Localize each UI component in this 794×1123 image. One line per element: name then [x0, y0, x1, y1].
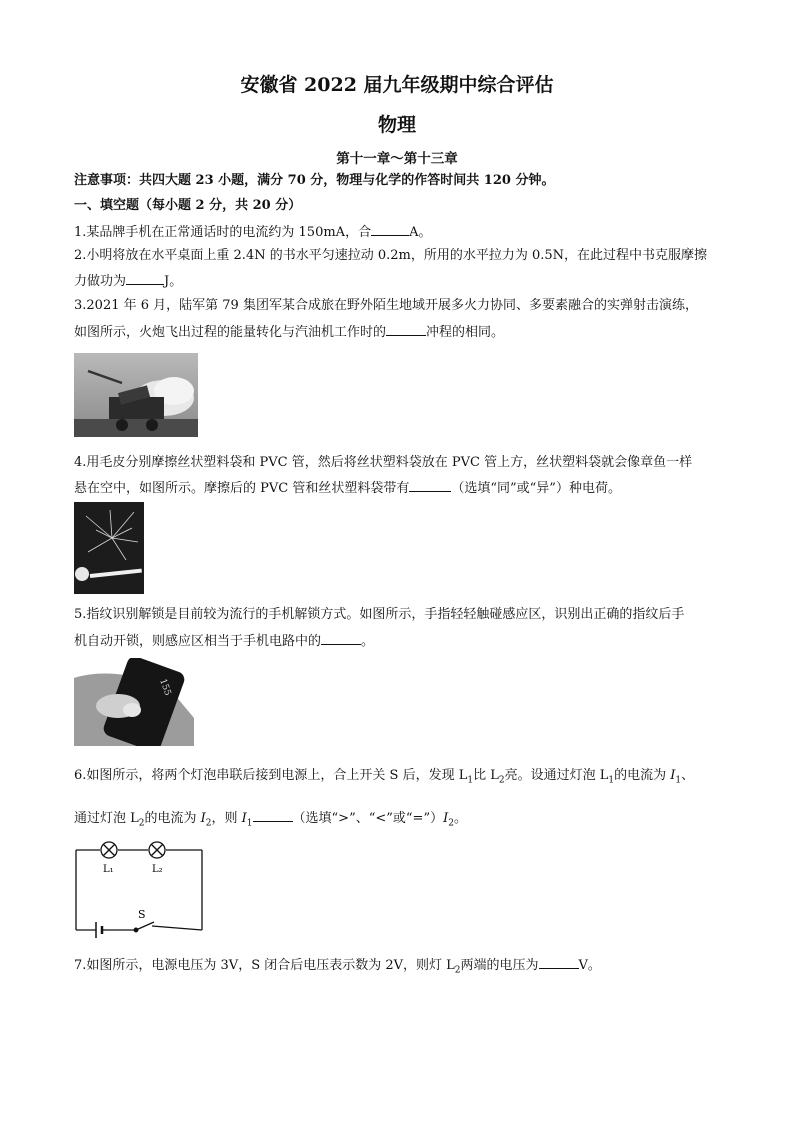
q6-text: （选填“>”、“<”或“=”） — [292, 811, 444, 826]
section-heading: 一、填空题（每小题 2 分，共 20 分） — [74, 198, 302, 213]
artillery-photo — [74, 353, 198, 437]
current-var: I — [200, 811, 206, 826]
subscript: 2 — [454, 965, 461, 976]
q6-text: 比 L — [473, 768, 499, 783]
label-S: S — [138, 908, 146, 921]
q6-text: 、 — [681, 768, 695, 783]
q5-tail: 。 — [361, 634, 375, 649]
question-6-line2 — [74, 809, 467, 832]
q1-unit: A。 — [409, 225, 432, 240]
fingerprint-photo — [74, 658, 194, 746]
q3-tail: 冲程的相同。 — [426, 325, 505, 340]
subscript: 2 — [498, 775, 505, 786]
current-var: I — [443, 811, 449, 826]
q4-tail: （选填“同”或“异”）种电荷。 — [451, 481, 621, 496]
question-2-line1: 2.小明将放在水平桌面上重 2.4N 的书水平匀速拉动 0.2m，所用的水平拉力为 0.5N，在此过程中书克服摩擦 — [74, 248, 708, 263]
q6-text: 。 — [453, 811, 467, 826]
answer-blank[interactable] — [409, 479, 451, 492]
answer-blank[interactable] — [386, 323, 426, 336]
question-4-line2 — [74, 479, 621, 497]
label-L1: L₁ — [103, 864, 114, 875]
exam-title: 安徽省 2022 届九年级期中综合评估 — [240, 74, 554, 96]
q7-text: 两端的电压为 — [460, 958, 539, 973]
q6-text: 6.如图所示，将两个灯泡串联后接到电源上，合上开关 S 后，发现 L — [74, 768, 468, 783]
answer-blank[interactable] — [539, 956, 579, 969]
q7-unit: V。 — [578, 958, 601, 973]
q6-text: ，则 — [211, 811, 242, 826]
question-3-line2 — [74, 323, 504, 341]
subscript: 1 — [675, 775, 682, 786]
subscript: 2 — [138, 818, 145, 829]
electrostatic-photo — [74, 502, 144, 594]
question-5-line2 — [74, 632, 374, 650]
current-var: I — [670, 768, 676, 783]
subject-title: 物理 — [377, 114, 416, 136]
subscript: 1 — [608, 775, 615, 786]
subscript: 2 — [448, 818, 454, 829]
subscript: 2 — [205, 818, 212, 829]
q6-text: 的电流为 — [614, 768, 671, 783]
answer-blank[interactable] — [253, 809, 293, 822]
circuit-diagram — [70, 838, 210, 944]
answer-blank[interactable] — [371, 223, 409, 236]
q2-text: 力做功为 — [74, 274, 127, 289]
question-4-line1: 4.用毛皮分别摩擦丝状塑料袋和 PVC 管，然后将丝状塑料袋放在 PVC 管上方，丝状塑料袋就会像章鱼一样 — [74, 455, 693, 470]
question-1 — [74, 223, 431, 241]
question-5-line1: 5.指纹识别解锁是目前较为流行的手机解锁方式。如图所示，手指轻轻触碰感应区，识别出正确的指纹后手 — [74, 607, 685, 622]
q7-text: 7.如图所示，电源电压为 3V，S 闭合后电压表示数为 2V，则灯 L — [74, 958, 455, 973]
answer-blank[interactable] — [126, 272, 164, 285]
subscript: 1 — [467, 775, 474, 786]
answer-blank[interactable] — [321, 632, 361, 645]
current-var: I — [241, 811, 247, 826]
q6-text: 的电流为 — [144, 811, 201, 826]
q3-text: 如图所示，火炮飞出过程的能量转化与汽油机工作时的 — [74, 325, 387, 340]
question-6-line1 — [74, 768, 694, 789]
subscript: 1 — [246, 818, 253, 829]
q6-text: 亮。设通过灯泡 L — [504, 768, 609, 783]
question-7 — [74, 956, 601, 979]
q1-text: 1.某品牌手机在正常通话时的电流约为 150mA，合 — [74, 225, 372, 240]
question-3-line1: 3.2021 年 6 月，陆军第 79 集团军某合成旅在野外陌生地域开展多火力协同、多要素融合的实弹射击演练， — [74, 298, 698, 313]
q6-text: 通过灯泡 L — [74, 811, 139, 826]
label-L2: L₂ — [152, 864, 163, 875]
q5-text: 机自动开锁，则感应区相当于手机电路中的 — [74, 634, 322, 649]
q2-unit: J。 — [164, 274, 183, 289]
question-2-line2 — [74, 272, 182, 290]
q4-text: 悬在空中，如图所示。摩擦后的 PVC 管和丝状塑料袋带有 — [74, 481, 410, 496]
chapter-range: 第十一章～第十三章 — [336, 151, 458, 167]
notice: 注意事项：共四大题 23 小题，满分 70 分，物理与化学的作答时间共 120 分钟。 — [74, 173, 555, 188]
svg-text:155: 155 — [157, 677, 173, 698]
